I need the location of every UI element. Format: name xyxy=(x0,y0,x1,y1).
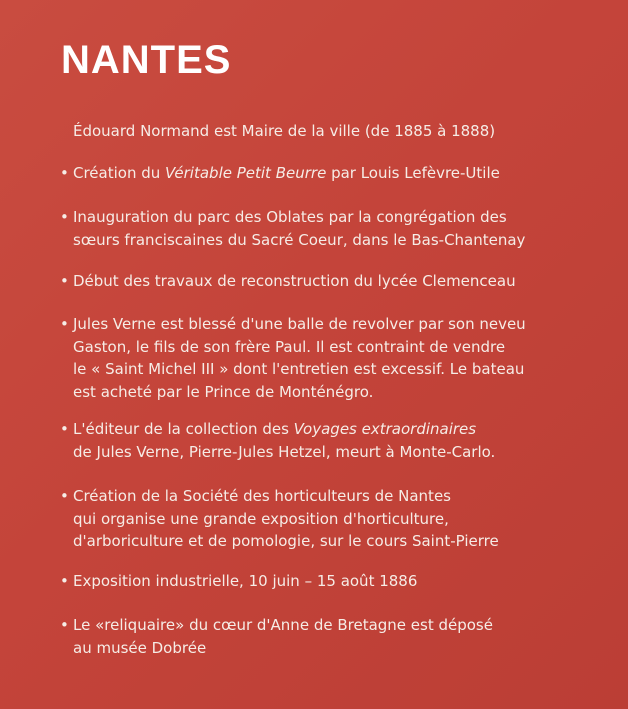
list-item xyxy=(60,313,580,403)
list-item-line: le « Saint Michel III » dont l'entretien est excessif. Le bateau xyxy=(73,360,525,378)
page-title: NANTES xyxy=(61,38,232,82)
bullet-icon: • xyxy=(60,272,69,290)
list-item-line: • Création de la Société des horticulteurs de Nantes xyxy=(60,485,580,508)
list-item-line: • Jules Verne est blessé d'une balle de revolver par son neveu xyxy=(60,313,580,336)
list-item-line: • Création du Véritable Petit Beurre par Louis Lefèvre-Utile xyxy=(60,162,580,185)
bullet-icon: • xyxy=(60,572,69,590)
list-item-line: • Le «reliquaire» du cœur d'Anne de Bretagne est déposé xyxy=(60,614,580,637)
list-item xyxy=(60,485,580,553)
product-name: Véritable Petit Beurre xyxy=(165,164,327,182)
list-item-line: est acheté par le Prince de Monténégro. xyxy=(73,382,374,401)
bullet-icon: • xyxy=(60,420,69,438)
list-item-line: au musée Dobrée xyxy=(73,638,207,657)
list-item-line: qui organise une grande exposition d'horticulture, xyxy=(73,509,449,528)
list-item xyxy=(60,418,580,463)
list-item-line: d'arboriculture et de pomologie, sur le cours Saint-Pierre xyxy=(73,532,499,550)
list-item-line: Gaston, le fils de son frère Paul. Il est contraint de vendre xyxy=(73,337,506,356)
list-item-line: • Exposition industrielle, 10 juin – 15 août 1886 xyxy=(60,570,580,593)
bullet-icon: • xyxy=(60,208,69,226)
list-item-line: • L'éditeur de la collection des Voyages extraordinaires xyxy=(60,418,580,441)
list-item xyxy=(60,162,580,185)
list-item-line: • Inauguration du parc des Oblates par la congrégation des xyxy=(60,206,580,229)
list-item xyxy=(60,206,580,251)
bullet-icon: • xyxy=(60,616,69,634)
bullet-icon: • xyxy=(60,315,69,333)
list-item-line: sœurs franciscaines du Sacré Coeur, dans le Bas-Chantenay xyxy=(73,230,526,249)
list-item xyxy=(60,570,580,593)
bullet-icon: • xyxy=(60,164,69,182)
intro-text: Édouard Normand est Maire de la ville (de 1885 à 1888) xyxy=(73,122,496,140)
list-item-line: de Jules Verne, Pierre-Jules Hetzel, meurt à Monte-Carlo. xyxy=(73,442,496,461)
list-item xyxy=(60,614,580,659)
bullet-icon: • xyxy=(60,487,69,505)
list-item xyxy=(60,270,580,293)
list-item-line: • Début des travaux de reconstruction du lycée Clemenceau xyxy=(60,270,580,293)
collection-name: Voyages extraordinaires xyxy=(293,420,477,438)
